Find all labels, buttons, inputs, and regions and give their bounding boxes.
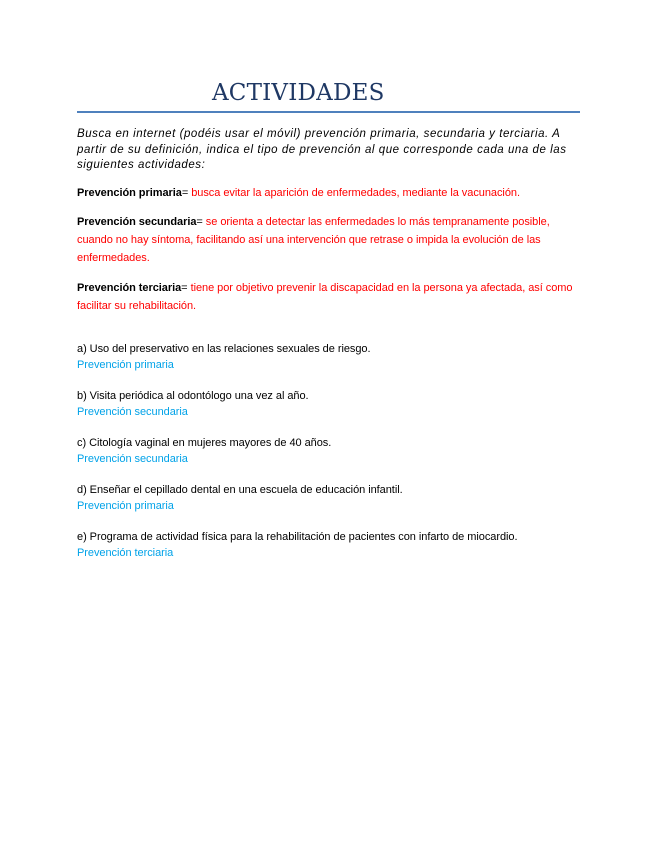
- activity-question: c) Citología vaginal en mujeres mayores de 40 años.: [77, 437, 332, 449]
- definition-text: busca evitar la aparición de enfermedades, mediante la vacunación.: [191, 187, 520, 199]
- activity-item-b: [77, 388, 582, 420]
- definition-text: se orienta a detectar las enfermedades lo más tempranamente posible, cuando no hay síntoma, facilitando así una intervención que retrase o impida la evolución de las enfermedades.: [77, 216, 550, 264]
- activity-answer: Prevención secundaria: [77, 453, 188, 465]
- definition-equals: =: [196, 216, 206, 228]
- activity-question: d) Enseñar el cepillado dental en una escuela de educación infantil.: [77, 484, 403, 496]
- activity-answer: Prevención secundaria: [77, 406, 188, 418]
- activity-question: a) Uso del preservativo en las relaciones sexuales de riesgo.: [77, 343, 371, 355]
- activity-item-a: [77, 341, 582, 373]
- definition-secondary: [77, 213, 582, 267]
- activity-question: e) Programa de actividad física para la rehabilitación de pacientes con infarto de miocardio.: [77, 531, 518, 543]
- activity-question: b) Visita periódica al odontólogo una vez al año.: [77, 390, 309, 402]
- definition-text: tiene por objetivo prevenir la discapacidad en la persona ya afectada, así como facilitar su rehabilitación.: [77, 282, 573, 312]
- definition-equals: =: [181, 187, 192, 199]
- definition-equals: =: [181, 282, 191, 294]
- activity-answer: Prevención primaria: [77, 500, 174, 512]
- definition-primary: [77, 184, 582, 202]
- title-underline: [77, 111, 580, 113]
- definition-term: Prevención secundaria: [77, 216, 197, 228]
- intro-paragraph: Busca en internet (podéis usar el móvil) prevención primaria, secundaria y terciaria. A partir de su definición, indica el tipo de prevención al que corresponde cada una de las siguientes actividades:: [77, 128, 567, 171]
- page-title: ACTIVIDADES: [212, 80, 385, 106]
- definition-term: Prevención terciaria: [77, 282, 182, 294]
- activity-item-e: [77, 529, 582, 561]
- activity-answer: Prevención primaria: [77, 359, 174, 371]
- definition-term: Prevención primaria: [77, 187, 182, 199]
- definition-tertiary: [77, 279, 582, 315]
- activity-item-d: [77, 482, 582, 514]
- activity-item-c: [77, 435, 582, 467]
- activity-answer: Prevención terciaria: [77, 547, 174, 559]
